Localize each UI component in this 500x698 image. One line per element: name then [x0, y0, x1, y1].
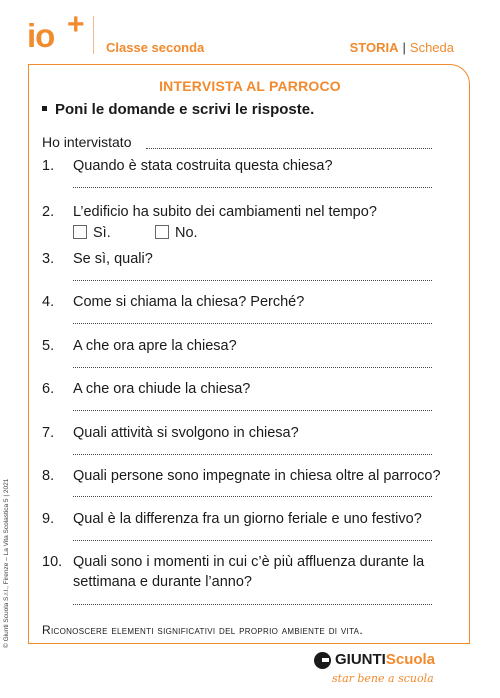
answer-line-6[interactable] — [73, 410, 432, 411]
answer-line-7[interactable] — [73, 454, 432, 455]
question-number: 8. — [42, 468, 55, 484]
question-number: 10. — [42, 554, 63, 570]
subject-name: STORIA — [349, 40, 399, 55]
question-text: Quali persone sono impegnate in chiesa oltre al parroco? — [73, 468, 441, 484]
answer-line-8[interactable] — [73, 496, 432, 497]
bullet-icon — [42, 106, 47, 111]
question-number: 9. — [42, 511, 55, 527]
logo-text: io — [27, 17, 55, 54]
question-text: Se sì, quali? — [73, 251, 153, 267]
question-text: A che ora chiude la chiesa? — [73, 381, 251, 397]
instruction — [42, 101, 314, 118]
publisher-logo — [312, 650, 452, 690]
option-yes[interactable] — [73, 225, 111, 241]
question-text: settimana e durante l’anno? — [73, 574, 252, 590]
worksheet-title: INTERVISTA AL PARROCO — [159, 78, 341, 94]
answer-line-4[interactable] — [73, 323, 432, 324]
option-no-label: No. — [175, 225, 198, 241]
question-number: 2. — [42, 204, 55, 220]
question-number: 3. — [42, 251, 55, 267]
doc-type: Scheda — [409, 40, 454, 55]
logo-plus: + — [67, 8, 85, 41]
publisher-brand — [335, 651, 435, 668]
question-text: L’edificio ha subito dei cambiamenti nel tempo? — [73, 204, 377, 220]
question-text: Quali attività si svolgono in chiesa? — [73, 425, 299, 441]
question-number: 6. — [42, 381, 55, 397]
answer-line-1[interactable] — [73, 187, 432, 188]
brand-secondary: Scuola — [385, 651, 436, 668]
header — [0, 0, 500, 62]
checkbox-icon[interactable] — [73, 225, 87, 239]
answer-line-5[interactable] — [73, 367, 432, 368]
option-yes-label: Sì. — [93, 225, 111, 241]
question-text: Come si chiama la chiesa? Perché? — [73, 294, 305, 310]
header-divider — [93, 16, 94, 54]
checkbox-icon[interactable] — [155, 225, 169, 239]
question-number: 1. — [42, 158, 55, 174]
giunti-g-icon — [314, 652, 331, 669]
grade-label: Classe seconda — [106, 40, 205, 55]
question-text: Qual è la differenza fra un giorno feriale e uno festivo? — [73, 511, 422, 527]
subject-label — [350, 40, 454, 55]
question-text: Quando è stata costruita questa chiesa? — [73, 158, 333, 174]
question-text: A che ora apre la chiesa? — [73, 338, 237, 354]
question-number: 4. — [42, 294, 55, 310]
publisher-slogan: star bene a scuola — [332, 672, 434, 685]
interviewed-answer-line[interactable] — [146, 148, 432, 149]
question-text: Quali sono i momenti in cui c’è più affluenza durante la — [73, 554, 425, 570]
brand-primary: GIUNTI — [335, 651, 386, 668]
question-number: 7. — [42, 425, 55, 441]
instruction-text: Poni le domande e scrivi le risposte. — [55, 101, 315, 118]
copyright-note: © Giunti Scuola S.r.l., Firenze – La Vita Scolastica 5 | 2021 — [3, 478, 10, 648]
answer-line-3[interactable] — [73, 280, 432, 281]
option-no[interactable] — [155, 225, 198, 241]
io-logo — [27, 8, 87, 54]
answer-line-9[interactable] — [73, 540, 432, 541]
question-number: 5. — [42, 338, 55, 354]
learning-goal: Riconoscere elementi significativi del proprio ambiente di vita. — [42, 623, 363, 637]
answer-line-10[interactable] — [73, 604, 432, 605]
subject-separator: | — [402, 40, 406, 55]
interviewed-label: Ho intervistato — [42, 134, 132, 150]
